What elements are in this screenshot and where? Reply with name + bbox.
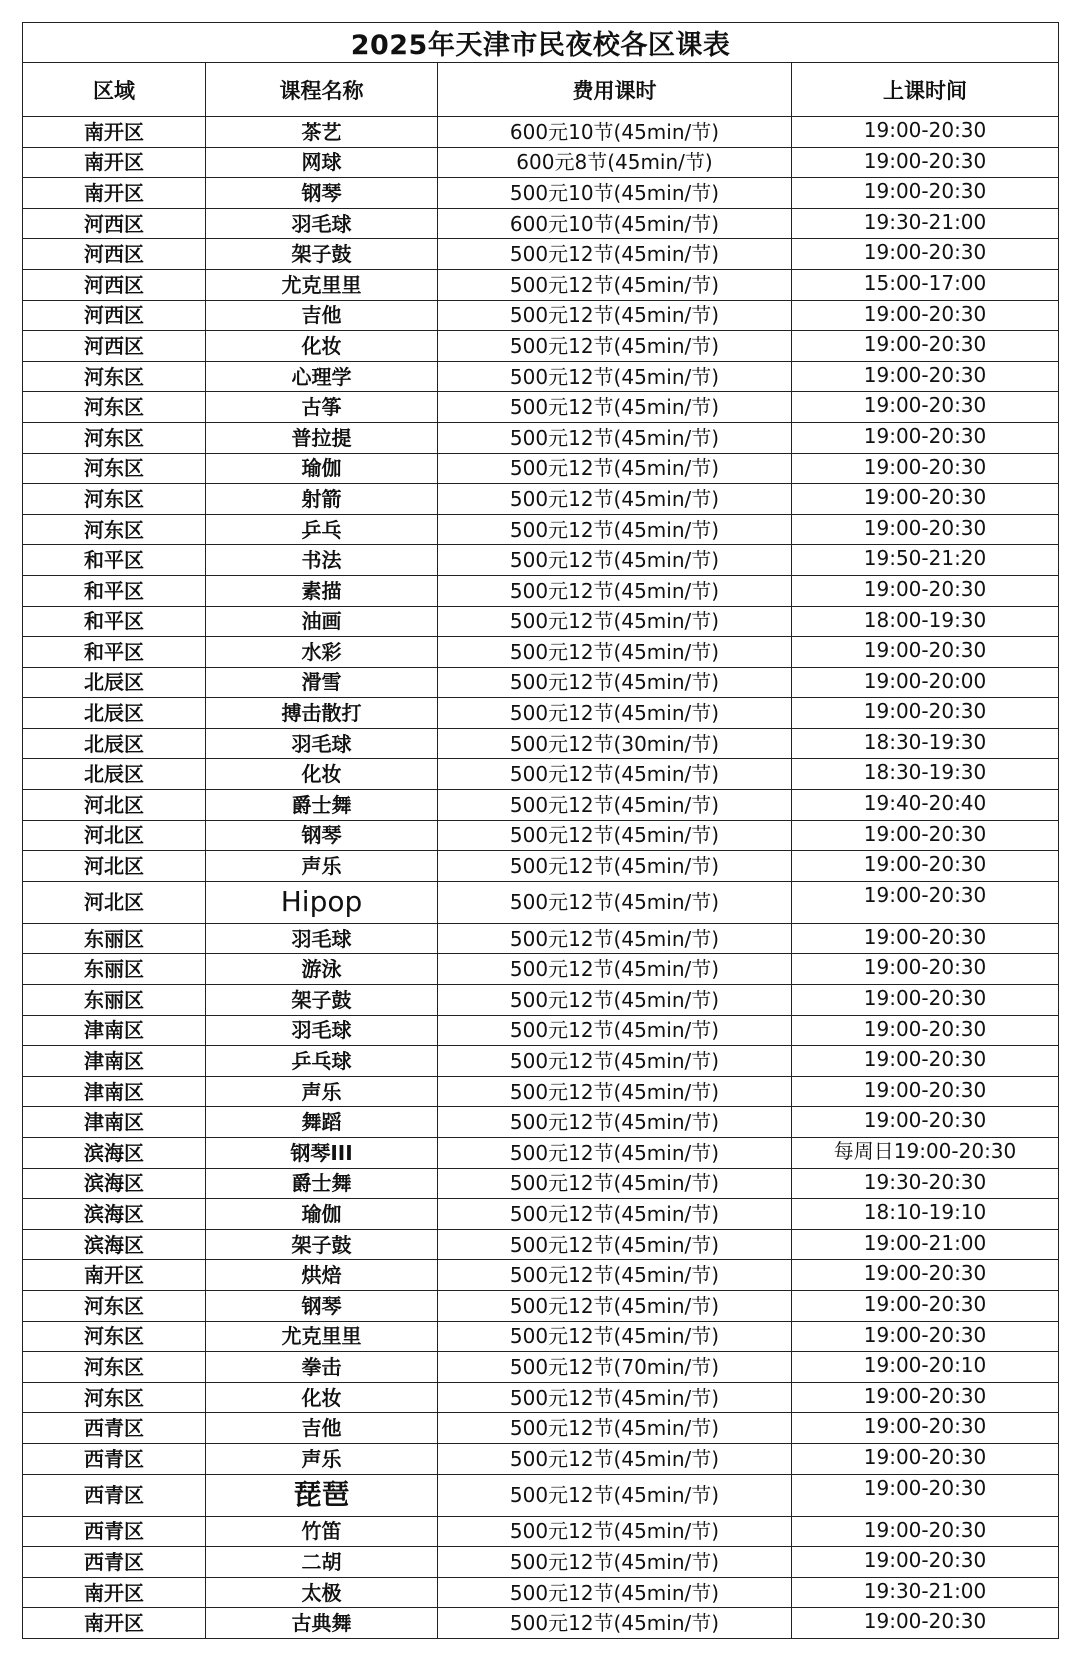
course-cell: 瑜伽 bbox=[206, 453, 438, 484]
table-row bbox=[23, 1107, 1059, 1138]
district-cell: 河西区 bbox=[23, 269, 206, 300]
district-cell: 南开区 bbox=[23, 178, 206, 209]
table-row bbox=[23, 820, 1059, 851]
time-cell: 19:00-20:30 bbox=[792, 637, 1059, 668]
table-row bbox=[23, 1015, 1059, 1046]
table-row bbox=[23, 790, 1059, 821]
table-row bbox=[23, 667, 1059, 698]
time-cell: 19:00-20:30 bbox=[792, 698, 1059, 729]
fee-cell: 500元12节(45min/节) bbox=[438, 606, 792, 637]
fee-cell: 500元12节(45min/节) bbox=[438, 1608, 792, 1639]
district-cell: 河东区 bbox=[23, 422, 206, 453]
course-cell: 竹笛 bbox=[206, 1516, 438, 1547]
time-cell: 19:30-20:30 bbox=[792, 1168, 1059, 1199]
course-cell: 爵士舞 bbox=[206, 1168, 438, 1199]
fee-cell: 500元12节(45min/节) bbox=[438, 1046, 792, 1077]
fee-cell: 500元12节(45min/节) bbox=[438, 1443, 792, 1474]
fee-cell: 600元10节(45min/节) bbox=[438, 117, 792, 148]
time-cell: 19:00-20:10 bbox=[792, 1352, 1059, 1383]
district-cell: 滨海区 bbox=[23, 1138, 206, 1169]
title-row bbox=[23, 23, 1059, 63]
district-cell: 和平区 bbox=[23, 637, 206, 668]
fee-cell: 500元12节(45min/节) bbox=[438, 820, 792, 851]
course-cell: 素描 bbox=[206, 575, 438, 606]
time-cell: 19:00-20:30 bbox=[792, 881, 1059, 923]
course-cell: 茶艺 bbox=[206, 117, 438, 148]
course-cell: 滑雪 bbox=[206, 667, 438, 698]
fee-cell: 500元12节(45min/节) bbox=[438, 1577, 792, 1608]
time-cell: 18:00-19:30 bbox=[792, 606, 1059, 637]
district-cell: 河西区 bbox=[23, 208, 206, 239]
table-row bbox=[23, 361, 1059, 392]
fee-cell: 500元12节(45min/节) bbox=[438, 1107, 792, 1138]
time-cell: 19:00-20:30 bbox=[792, 239, 1059, 270]
table-row bbox=[23, 178, 1059, 209]
district-cell: 河东区 bbox=[23, 1290, 206, 1321]
schedule-sheet bbox=[22, 22, 1058, 1639]
course-cell: 羽毛球 bbox=[206, 1015, 438, 1046]
fee-cell: 500元12节(45min/节) bbox=[438, 637, 792, 668]
course-cell: 尤克里里 bbox=[206, 269, 438, 300]
district-cell: 河东区 bbox=[23, 1382, 206, 1413]
course-cell: 古典舞 bbox=[206, 1608, 438, 1639]
course-cell: 乒乓球 bbox=[206, 1046, 438, 1077]
header-row bbox=[23, 63, 1059, 117]
course-cell: 油画 bbox=[206, 606, 438, 637]
time-cell: 19:00-20:30 bbox=[792, 1516, 1059, 1547]
time-cell: 19:00-20:30 bbox=[792, 117, 1059, 148]
district-cell: 和平区 bbox=[23, 545, 206, 576]
district-cell: 北辰区 bbox=[23, 759, 206, 790]
course-cell: 游泳 bbox=[206, 954, 438, 985]
fee-cell: 500元12节(30min/节) bbox=[438, 728, 792, 759]
fee-cell: 500元12节(45min/节) bbox=[438, 1321, 792, 1352]
time-cell: 19:00-20:00 bbox=[792, 667, 1059, 698]
fee-cell: 500元12节(45min/节) bbox=[438, 667, 792, 698]
header-fee: 费用课时 bbox=[438, 63, 792, 117]
time-cell: 19:00-20:30 bbox=[792, 1107, 1059, 1138]
fee-cell: 500元12节(45min/节) bbox=[438, 1290, 792, 1321]
table-row bbox=[23, 923, 1059, 954]
district-cell: 和平区 bbox=[23, 575, 206, 606]
course-cell: 古筝 bbox=[206, 392, 438, 423]
district-cell: 滨海区 bbox=[23, 1199, 206, 1230]
course-cell: 烘焙 bbox=[206, 1260, 438, 1291]
fee-cell: 500元12节(45min/节) bbox=[438, 484, 792, 515]
time-cell: 19:00-20:30 bbox=[792, 300, 1059, 331]
time-cell: 19:00-20:30 bbox=[792, 1474, 1059, 1516]
time-cell: 19:00-20:30 bbox=[792, 851, 1059, 882]
table-row bbox=[23, 881, 1059, 923]
fee-cell: 500元12节(45min/节) bbox=[438, 331, 792, 362]
table-row bbox=[23, 208, 1059, 239]
district-cell: 和平区 bbox=[23, 606, 206, 637]
time-cell: 19:00-21:00 bbox=[792, 1229, 1059, 1260]
time-cell: 18:30-19:30 bbox=[792, 759, 1059, 790]
table-row bbox=[23, 851, 1059, 882]
fee-cell: 500元12节(45min/节) bbox=[438, 1260, 792, 1291]
time-cell: 19:00-20:30 bbox=[792, 1413, 1059, 1444]
district-cell: 西青区 bbox=[23, 1443, 206, 1474]
table-row bbox=[23, 1516, 1059, 1547]
fee-cell: 500元12节(45min/节) bbox=[438, 923, 792, 954]
district-cell: 西青区 bbox=[23, 1474, 206, 1516]
district-cell: 南开区 bbox=[23, 147, 206, 178]
time-cell: 19:00-20:30 bbox=[792, 1290, 1059, 1321]
fee-cell: 500元12节(45min/节) bbox=[438, 300, 792, 331]
fee-cell: 500元12节(45min/节) bbox=[438, 698, 792, 729]
table-row bbox=[23, 1382, 1059, 1413]
district-cell: 河西区 bbox=[23, 331, 206, 362]
time-cell: 19:00-20:30 bbox=[792, 820, 1059, 851]
table-row bbox=[23, 269, 1059, 300]
table-row bbox=[23, 1443, 1059, 1474]
table-row bbox=[23, 1577, 1059, 1608]
course-cell: 网球 bbox=[206, 147, 438, 178]
course-cell: Hipop bbox=[206, 881, 438, 923]
district-cell: 津南区 bbox=[23, 1107, 206, 1138]
course-cell: 瑜伽 bbox=[206, 1199, 438, 1230]
fee-cell: 500元12节(45min/节) bbox=[438, 985, 792, 1016]
course-cell: 钢琴 bbox=[206, 820, 438, 851]
table-row bbox=[23, 1352, 1059, 1383]
fee-cell: 500元12节(45min/节) bbox=[438, 1229, 792, 1260]
course-cell: 声乐 bbox=[206, 851, 438, 882]
time-cell: 19:00-20:30 bbox=[792, 575, 1059, 606]
district-cell: 河东区 bbox=[23, 453, 206, 484]
district-cell: 滨海区 bbox=[23, 1229, 206, 1260]
table-row bbox=[23, 147, 1059, 178]
district-cell: 北辰区 bbox=[23, 728, 206, 759]
district-cell: 南开区 bbox=[23, 1577, 206, 1608]
time-cell: 19:00-20:30 bbox=[792, 361, 1059, 392]
course-cell: 拳击 bbox=[206, 1352, 438, 1383]
table-row bbox=[23, 985, 1059, 1016]
table-row bbox=[23, 698, 1059, 729]
fee-cell: 500元12节(45min/节) bbox=[438, 422, 792, 453]
fee-cell: 500元12节(45min/节) bbox=[438, 514, 792, 545]
district-cell: 西青区 bbox=[23, 1413, 206, 1444]
time-cell: 19:00-20:30 bbox=[792, 422, 1059, 453]
fee-cell: 500元10节(45min/节) bbox=[438, 178, 792, 209]
time-cell: 19:00-20:30 bbox=[792, 923, 1059, 954]
fee-cell: 600元8节(45min/节) bbox=[438, 147, 792, 178]
fee-cell: 500元12节(45min/节) bbox=[438, 269, 792, 300]
table-row bbox=[23, 1547, 1059, 1578]
course-cell: 爵士舞 bbox=[206, 790, 438, 821]
fee-cell: 500元12节(45min/节) bbox=[438, 1015, 792, 1046]
district-cell: 河北区 bbox=[23, 820, 206, 851]
fee-cell: 500元12节(45min/节) bbox=[438, 1547, 792, 1578]
fee-cell: 500元12节(45min/节) bbox=[438, 1076, 792, 1107]
time-cell: 19:00-20:30 bbox=[792, 1046, 1059, 1077]
course-cell: 普拉提 bbox=[206, 422, 438, 453]
time-cell: 19:00-20:30 bbox=[792, 1015, 1059, 1046]
fee-cell: 500元12节(45min/节) bbox=[438, 790, 792, 821]
fee-cell: 500元12节(45min/节) bbox=[438, 954, 792, 985]
time-cell: 18:10-19:10 bbox=[792, 1199, 1059, 1230]
schedule-table bbox=[22, 22, 1059, 1639]
time-cell: 19:40-20:40 bbox=[792, 790, 1059, 821]
page-title: 2025年天津市民夜校各区课表 bbox=[23, 23, 1059, 63]
table-row bbox=[23, 453, 1059, 484]
fee-cell: 500元12节(45min/节) bbox=[438, 545, 792, 576]
course-cell: 舞蹈 bbox=[206, 1107, 438, 1138]
fee-cell: 500元12节(70min/节) bbox=[438, 1352, 792, 1383]
table-row bbox=[23, 1046, 1059, 1077]
district-cell: 南开区 bbox=[23, 1608, 206, 1639]
table-row bbox=[23, 422, 1059, 453]
table-row bbox=[23, 300, 1059, 331]
district-cell: 津南区 bbox=[23, 1076, 206, 1107]
district-cell: 南开区 bbox=[23, 1260, 206, 1291]
course-cell: 吉他 bbox=[206, 1413, 438, 1444]
table-row bbox=[23, 545, 1059, 576]
district-cell: 西青区 bbox=[23, 1516, 206, 1547]
course-cell: 乒乓 bbox=[206, 514, 438, 545]
table-row bbox=[23, 1413, 1059, 1444]
course-cell: 钢琴 bbox=[206, 1290, 438, 1321]
course-cell: 心理学 bbox=[206, 361, 438, 392]
fee-cell: 500元12节(45min/节) bbox=[438, 881, 792, 923]
district-cell: 河北区 bbox=[23, 790, 206, 821]
course-cell: 吉他 bbox=[206, 300, 438, 331]
time-cell: 15:00-17:00 bbox=[792, 269, 1059, 300]
district-cell: 西青区 bbox=[23, 1547, 206, 1578]
table-row bbox=[23, 728, 1059, 759]
district-cell: 南开区 bbox=[23, 117, 206, 148]
time-cell: 19:00-20:30 bbox=[792, 178, 1059, 209]
table-row bbox=[23, 637, 1059, 668]
table-row bbox=[23, 759, 1059, 790]
fee-cell: 500元12节(45min/节) bbox=[438, 759, 792, 790]
time-cell: 19:30-21:00 bbox=[792, 1577, 1059, 1608]
district-cell: 河西区 bbox=[23, 239, 206, 270]
time-cell: 19:00-20:30 bbox=[792, 1321, 1059, 1352]
time-cell: 19:00-20:30 bbox=[792, 1076, 1059, 1107]
course-cell: 架子鼓 bbox=[206, 239, 438, 270]
table-row bbox=[23, 484, 1059, 515]
header-course: 课程名称 bbox=[206, 63, 438, 117]
table-row bbox=[23, 954, 1059, 985]
district-cell: 东丽区 bbox=[23, 985, 206, 1016]
table-row bbox=[23, 606, 1059, 637]
fee-cell: 500元12节(45min/节) bbox=[438, 1382, 792, 1413]
table-row bbox=[23, 1229, 1059, 1260]
course-cell: 射箭 bbox=[206, 484, 438, 515]
table-row bbox=[23, 1321, 1059, 1352]
time-cell: 18:30-19:30 bbox=[792, 728, 1059, 759]
fee-cell: 500元12节(45min/节) bbox=[438, 1516, 792, 1547]
table-row bbox=[23, 117, 1059, 148]
table-row bbox=[23, 392, 1059, 423]
time-cell: 19:00-20:30 bbox=[792, 1260, 1059, 1291]
fee-cell: 600元10节(45min/节) bbox=[438, 208, 792, 239]
fee-cell: 500元12节(45min/节) bbox=[438, 239, 792, 270]
course-cell: 羽毛球 bbox=[206, 208, 438, 239]
time-cell: 19:00-20:30 bbox=[792, 453, 1059, 484]
course-cell: 羽毛球 bbox=[206, 728, 438, 759]
fee-cell: 500元12节(45min/节) bbox=[438, 361, 792, 392]
time-cell: 19:00-20:30 bbox=[792, 985, 1059, 1016]
fee-cell: 500元12节(45min/节) bbox=[438, 1474, 792, 1516]
time-cell: 19:00-20:30 bbox=[792, 954, 1059, 985]
course-cell: 二胡 bbox=[206, 1547, 438, 1578]
course-cell: 书法 bbox=[206, 545, 438, 576]
time-cell: 19:50-21:20 bbox=[792, 545, 1059, 576]
time-cell: 每周日19:00-20:30 bbox=[792, 1138, 1059, 1169]
time-cell: 19:00-20:30 bbox=[792, 331, 1059, 362]
district-cell: 河东区 bbox=[23, 361, 206, 392]
course-cell: 架子鼓 bbox=[206, 985, 438, 1016]
course-cell: 架子鼓 bbox=[206, 1229, 438, 1260]
fee-cell: 500元12节(45min/节) bbox=[438, 453, 792, 484]
course-cell: 声乐 bbox=[206, 1443, 438, 1474]
course-cell: 化妆 bbox=[206, 759, 438, 790]
district-cell: 河东区 bbox=[23, 1321, 206, 1352]
fee-cell: 500元12节(45min/节) bbox=[438, 392, 792, 423]
fee-cell: 500元12节(45min/节) bbox=[438, 1168, 792, 1199]
fee-cell: 500元12节(45min/节) bbox=[438, 1413, 792, 1444]
header-time: 上课时间 bbox=[792, 63, 1059, 117]
district-cell: 津南区 bbox=[23, 1015, 206, 1046]
course-cell: 搏击散打 bbox=[206, 698, 438, 729]
district-cell: 河东区 bbox=[23, 1352, 206, 1383]
fee-cell: 500元12节(45min/节) bbox=[438, 1138, 792, 1169]
course-cell: 琵琶 bbox=[206, 1474, 438, 1516]
time-cell: 19:00-20:30 bbox=[792, 1443, 1059, 1474]
course-cell: 化妆 bbox=[206, 331, 438, 362]
header-district: 区域 bbox=[23, 63, 206, 117]
table-row bbox=[23, 575, 1059, 606]
course-cell: 水彩 bbox=[206, 637, 438, 668]
district-cell: 河东区 bbox=[23, 392, 206, 423]
district-cell: 东丽区 bbox=[23, 954, 206, 985]
course-cell: 钢琴 bbox=[206, 178, 438, 209]
time-cell: 19:00-20:30 bbox=[792, 1547, 1059, 1578]
table-row bbox=[23, 1168, 1059, 1199]
table-body bbox=[23, 117, 1059, 1639]
district-cell: 河北区 bbox=[23, 881, 206, 923]
table-row bbox=[23, 331, 1059, 362]
course-cell: 化妆 bbox=[206, 1382, 438, 1413]
table-row bbox=[23, 514, 1059, 545]
district-cell: 东丽区 bbox=[23, 923, 206, 954]
course-cell: 钢琴III bbox=[206, 1138, 438, 1169]
district-cell: 河北区 bbox=[23, 851, 206, 882]
district-cell: 北辰区 bbox=[23, 667, 206, 698]
district-cell: 北辰区 bbox=[23, 698, 206, 729]
table-row bbox=[23, 1138, 1059, 1169]
time-cell: 19:00-20:30 bbox=[792, 1608, 1059, 1639]
time-cell: 19:00-20:30 bbox=[792, 147, 1059, 178]
fee-cell: 500元12节(45min/节) bbox=[438, 575, 792, 606]
time-cell: 19:00-20:30 bbox=[792, 514, 1059, 545]
district-cell: 河东区 bbox=[23, 514, 206, 545]
table-row bbox=[23, 1608, 1059, 1639]
table-row bbox=[23, 1260, 1059, 1291]
time-cell: 19:30-21:00 bbox=[792, 208, 1059, 239]
time-cell: 19:00-20:30 bbox=[792, 484, 1059, 515]
time-cell: 19:00-20:30 bbox=[792, 392, 1059, 423]
course-cell: 太极 bbox=[206, 1577, 438, 1608]
time-cell: 19:00-20:30 bbox=[792, 1382, 1059, 1413]
fee-cell: 500元12节(45min/节) bbox=[438, 851, 792, 882]
district-cell: 河东区 bbox=[23, 484, 206, 515]
table-row bbox=[23, 1290, 1059, 1321]
table-row bbox=[23, 239, 1059, 270]
district-cell: 河西区 bbox=[23, 300, 206, 331]
course-cell: 尤克里里 bbox=[206, 1321, 438, 1352]
district-cell: 津南区 bbox=[23, 1046, 206, 1077]
course-cell: 羽毛球 bbox=[206, 923, 438, 954]
table-row bbox=[23, 1199, 1059, 1230]
table-row bbox=[23, 1474, 1059, 1516]
fee-cell: 500元12节(45min/节) bbox=[438, 1199, 792, 1230]
table-row bbox=[23, 1076, 1059, 1107]
course-cell: 声乐 bbox=[206, 1076, 438, 1107]
district-cell: 滨海区 bbox=[23, 1168, 206, 1199]
